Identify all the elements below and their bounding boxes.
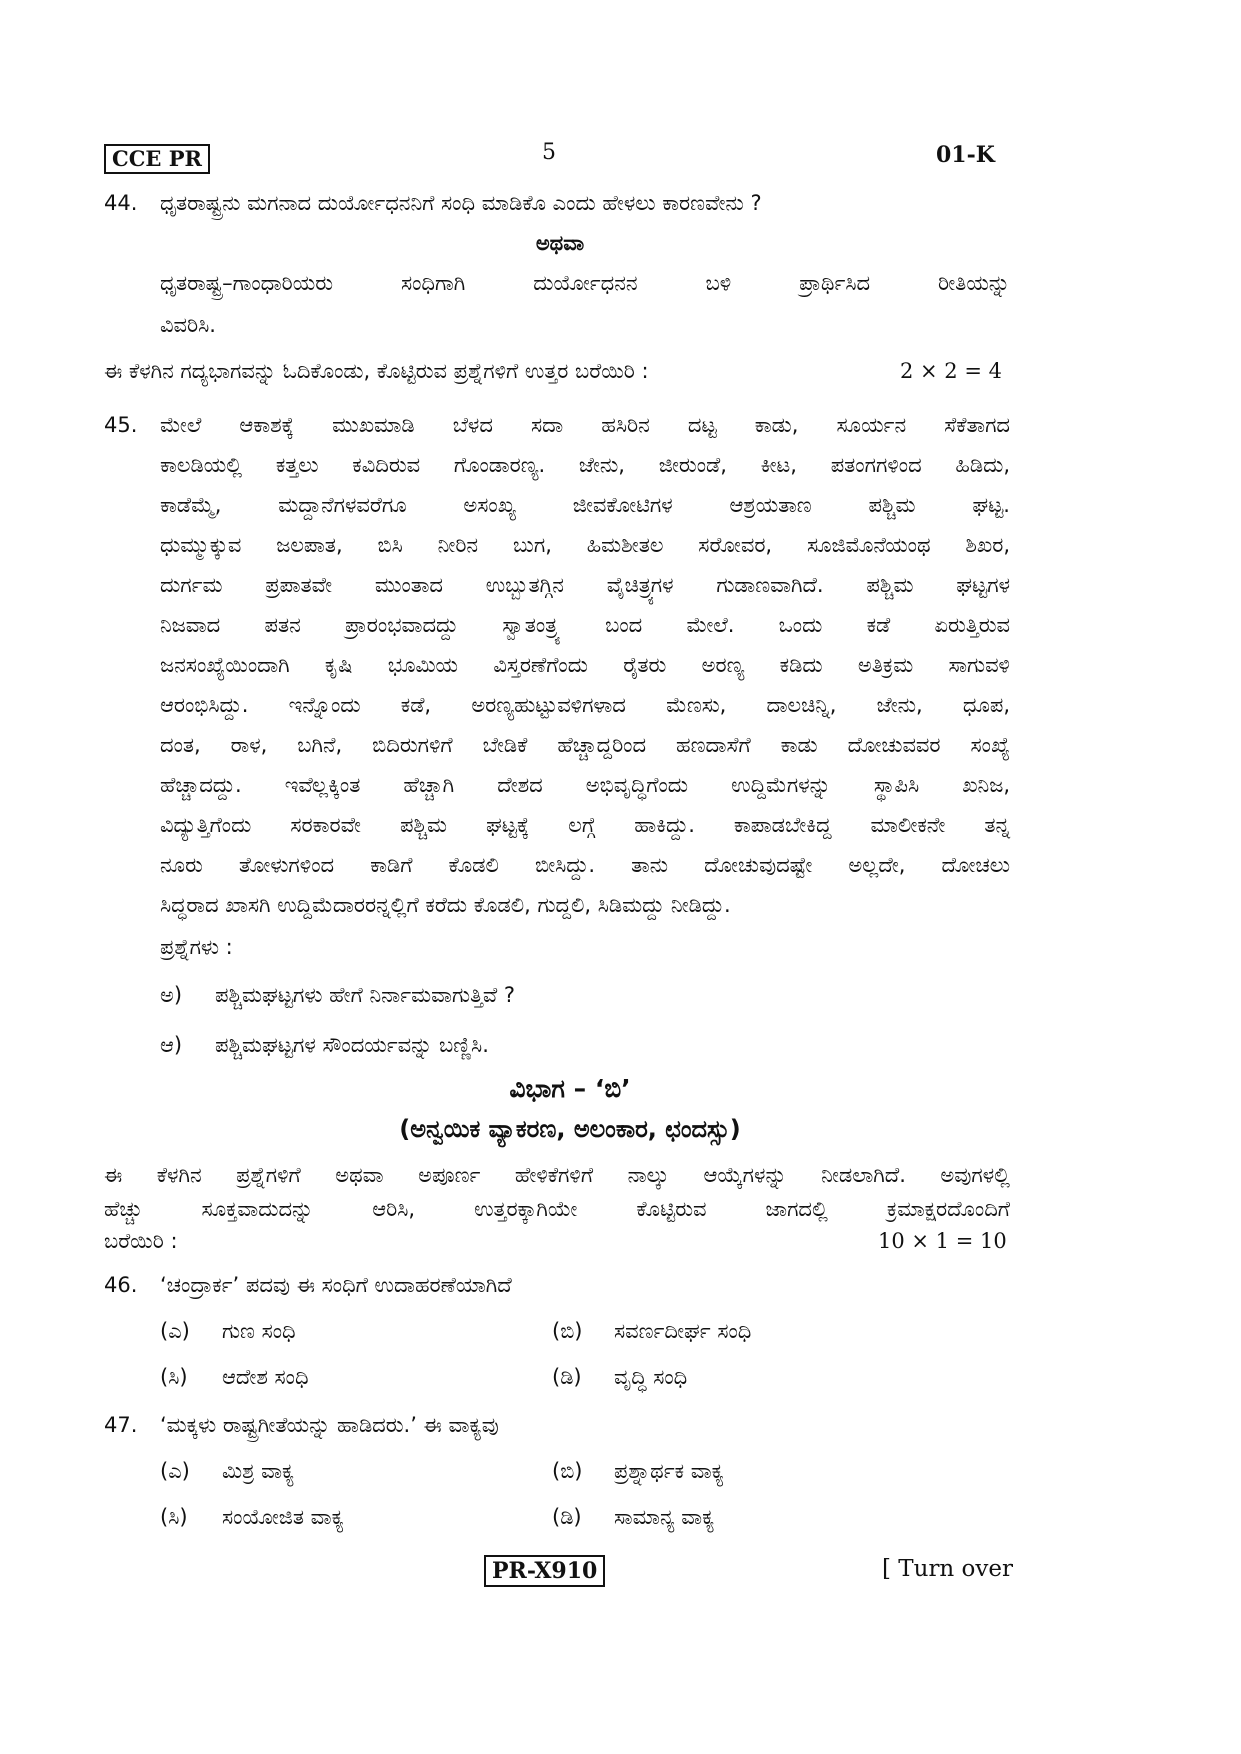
- section-b-instruction-line3: ಬರೆಯಿರಿ :: [104, 1229, 178, 1253]
- option-label: (ಎ): [160, 1319, 190, 1343]
- q45-sub-b-label: ಆ): [160, 1033, 183, 1057]
- passage-line: ಧುಮ್ಮುಕ್ಕುವ ಜಲಪಾತ, ಬಿಸಿ ನೀರಿನ ಬುಗ, ಹಿಮಶೀತಲ ಸರೋವರ, ಸೂಜಿಮೊನೆಯಂಥ ಶಿಖರ,: [160, 533, 1010, 557]
- passage-line: ದಂತ, ರಾಳ, ಬಗಿನೆ, ಬಿದಿರುಗಳಿಗೆ ಬೇಡಿಕೆ ಹೆಚ್ಚಾದ್ದರಿಂದ ಹಣದಾಸೆಗೆ ಕಾಡು ದೋಚುವವರ ಸಂಖ್ಯೆ: [160, 733, 1010, 757]
- q47-number: 47.: [104, 1413, 138, 1437]
- option-label: (ಸಿ): [160, 1365, 188, 1389]
- option-label: (ಬಿ): [552, 1459, 583, 1483]
- option-label: (ಎ): [160, 1459, 190, 1483]
- passage-line: ನಿಜವಾದ ಪತನ ಪ್ರಾರಂಭವಾದದ್ದು ಸ್ವಾತಂತ್ರ್ಯ ಬಂದ ಮೇಲೆ. ಒಂದು ಕಡೆ ಏರುತ್ತಿರುವ: [160, 613, 1010, 637]
- passage-line: ಮೇಲೆ ಆಕಾಶಕ್ಕೆ ಮುಖಮಾಡಿ ಬೆಳದ ಸದಾ ಹಸಿರಿನ ದಟ್ಟ ಕಾಡು, ಸೂರ್ಯನ ಸೆಕೆತಾಗದ: [160, 413, 1010, 437]
- option-text: ಸವರ್ಣದೀರ್ಘ ಸಂಧಿ: [614, 1319, 752, 1343]
- q46-number: 46.: [104, 1273, 138, 1297]
- q44-number: 44.: [104, 191, 138, 215]
- passage-line: ವಿದ್ಯುತ್ತಿಗೆಂದು ಸರಕಾರವೇ ಪಶ್ಚಿಮ ಘಟ್ಟಕ್ಕೆ ಲಗ್ಗೆ ಹಾಕಿದ್ದು. ಕಾಪಾಡಬೇಕಿದ್ದ ಮಾಲೀಕನೇ ತನ್ನ: [160, 813, 1010, 837]
- q45-number: 45.: [104, 413, 138, 437]
- passage-line: ಹೆಚ್ಚಾದದ್ದು. ಇವೆಲ್ಲಕ್ಕಿಂತ ಹೆಚ್ಚಾಗಿ ದೇಶದ ಅಭಿವೃದ್ಧಿಗೆಂದು ಉದ್ದಿಮೆಗಳನ್ನು ಸ್ಥಾಪಿಸಿ ಖನಿಜ,: [160, 773, 1010, 797]
- q44-alt-line1: ಧೃತರಾಷ್ಟ್ರ–ಗಾಂಧಾರಿಯರು ಸಂಧಿಗಾಗಿ ದುರ್ಯೋಧನನ ಬಳಿ ಪ್ರಾರ್ಥಿಸಿದ ರೀತಿಯನ್ನು: [160, 271, 1010, 295]
- passage-line: ನೂರು ತೋಳುಗಳಿಂದ ಕಾಡಿಗೆ ಕೊಡಲಿ ಬೀಸಿದ್ದು. ತಾನು ದೋಚುವುದಷ್ಟೇ ಅಲ್ಲದೇ, ದೋಚಲು: [160, 853, 1010, 877]
- instruction-marks: 2 × 2 = 4: [900, 359, 1002, 383]
- option-label: (ಡಿ): [552, 1365, 582, 1389]
- q45-sub-a-label: ಅ): [160, 983, 183, 1007]
- section-b-instruction-line1: ಈ ಕೆಳಗಿನ ಪ್ರಶ್ನೆಗಳಿಗೆ ಅಥವಾ ಅಪೂರ್ಣ ಹೇಳಿಕೆಗಳಿಗೆ ನಾಲ್ಕು ಆಯ್ಕೆಗಳನ್ನು ನೀಡಲಾಗಿದೆ. ಅವುಗಳಲ್ಲಿ: [104, 1163, 1010, 1187]
- section-b-subtitle: (ಅನ್ವಯಿಕ ವ್ಯಾಕರಣ, ಅಲಂಕಾರ, ಛಂದಸ್ಸು): [399, 1115, 741, 1143]
- passage-line: ದುರ್ಗಮ ಪ್ರಪಾತವೇ ಮುಂತಾದ ಉಬ್ಬುತಗ್ಗಿನ ವೈಚಿತ್ರ್ಯಗಳ ಗುಡಾಣವಾಗಿದೆ. ಪಶ್ಚಿಮ ಘಟ್ಟಗಳ: [160, 573, 1010, 597]
- q44-or-label: ಅಥವಾ: [535, 231, 585, 255]
- option-text: ಮಿಶ್ರ ವಾಕ್ಯ: [222, 1459, 295, 1483]
- option-text: ವೃದ್ಧಿ ಸಂಧಿ: [614, 1365, 688, 1389]
- q45-sub-a-text: ಪಶ್ಚಿಮಘಟ್ಟಗಳು ಹೇಗೆ ನಿರ್ನಾಮವಾಗುತ್ತಿವೆ ?: [215, 983, 516, 1007]
- footer-code: PR-X910: [484, 1555, 605, 1587]
- page-number: 5: [542, 140, 556, 165]
- q44-question: ಧೃತರಾಷ್ಟ್ರನು ಮಗನಾದ ದುರ್ಯೋಧನನಿಗೆ ಸಂಧಿ ಮಾಡಿಕೊ ಎಂದು ಹೇಳಲು ಕಾರಣವೇನು ?: [160, 191, 762, 215]
- passage-line: ಸಿದ್ಧರಾದ ಖಾಸಗಿ ಉದ್ದಿಮೆದಾರರನ್ನಲ್ಲಿಗೆ ಕರೆದು ಕೊಡಲಿ, ಗುದ್ದಲಿ, ಸಿಡಿಮದ್ದು ನೀಡಿದ್ದು.: [160, 893, 731, 917]
- header-right-code: 01-K: [936, 142, 995, 168]
- turn-over: [ Turn over: [882, 1556, 1014, 1582]
- option-text: ಪ್ರಶ್ನಾರ್ಥಕ ವಾಕ್ಯ: [614, 1459, 724, 1483]
- q47-question: ‘ಮಕ್ಕಳು ರಾಷ್ಟ್ರಗೀತೆಯನ್ನು ಹಾಡಿದರು.’ ಈ ವಾಕ್ಯವು: [160, 1413, 499, 1437]
- q45-sub-b-text: ಪಶ್ಚಿಮಘಟ್ಟಗಳ ಸೌಂದರ್ಯವನ್ನು ಬಣ್ಣಿಸಿ.: [215, 1033, 489, 1057]
- header-left-code: CCE PR: [104, 144, 210, 174]
- option-label: (ಡಿ): [552, 1505, 582, 1529]
- option-text: ಸಾಮಾನ್ಯ ವಾಕ್ಯ: [614, 1505, 715, 1529]
- option-text: ಗುಣ ಸಂಧಿ: [222, 1319, 296, 1343]
- q44-alt-line2: ವಿವರಿಸಿ.: [160, 313, 216, 337]
- passage-line: ಜನಸಂಖ್ಯೆಯಿಂದಾಗಿ ಕೃಷಿ ಭೂಮಿಯ ವಿಸ್ತರಣೆಗೆಂದು ರೈತರು ಅರಣ್ಯ ಕಡಿದು ಅತಿಕ್ರಮ ಸಾಗುವಳಿ: [160, 653, 1010, 677]
- option-text: ಆದೇಶ ಸಂಧಿ: [222, 1365, 309, 1389]
- questions-label: ಪ್ರಶ್ನೆಗಳು :: [160, 935, 233, 959]
- option-label: (ಸಿ): [160, 1505, 188, 1529]
- section-b-title: ವಿಭಾಗ – ‘ಬಿ’: [509, 1074, 631, 1103]
- q46-question: ‘ಚಂದ್ರಾರ್ಕ’ ಪದವು ಈ ಸಂಧಿಗೆ ಉದಾಹರಣೆಯಾಗಿದೆ: [160, 1273, 512, 1297]
- passage-line: ಆರಂಭಿಸಿದ್ದು. ಇನ್ನೊಂದು ಕಡೆ, ಅರಣ್ಯಹುಟ್ಟುವಳಿಗಳಾದ ಮೆಣಸು, ದಾಲಚಿನ್ನಿ, ಜೇನು, ಧೂಪ,: [160, 693, 1010, 717]
- option-label: (ಬಿ): [552, 1319, 583, 1343]
- section-b-instruction-line2: ಹೆಚ್ಚು ಸೂಕ್ತವಾದುದನ್ನು ಆರಿಸಿ, ಉತ್ತರಕ್ಕಾಗಿಯೇ ಕೊಟ್ಟಿರುವ ಜಾಗದಲ್ಲಿ ಕ್ರಮಾಕ್ಷರದೊಂದಿಗೆ: [104, 1197, 1010, 1221]
- section-b-marks: 10 × 1 = 10: [878, 1229, 1007, 1253]
- passage-line: ಕಾಲಡಿಯಲ್ಲಿ ಕತ್ತಲು ಕವಿದಿರುವ ಗೊಂಡಾರಣ್ಯ. ಜೇನು, ಜೀರುಂಡೆ, ಕೀಟ, ಪತಂಗಗಳಿಂದ ಹಿಡಿದು,: [160, 453, 1010, 477]
- passage-line: ಕಾಡೆಮ್ಮೆ, ಮದ್ದಾನೆಗಳವರೆಗೂ ಅಸಂಖ್ಯ ಜೀವಕೋಟಿಗಳ ಆಶ್ರಯತಾಣ ಪಶ್ಚಿಮ ಘಟ್ಟ.: [160, 493, 1010, 517]
- option-text: ಸಂಯೋಜಿತ ವಾಕ್ಯ: [222, 1505, 344, 1529]
- instruction-read-passage: ಈ ಕೆಳಗಿನ ಗದ್ಯಭಾಗವನ್ನು ಓದಿಕೊಂಡು, ಕೊಟ್ಟಿರುವ ಪ್ರಶ್ನೆಗಳಿಗೆ ಉತ್ತರ ಬರೆಯಿರಿ :: [104, 359, 649, 383]
